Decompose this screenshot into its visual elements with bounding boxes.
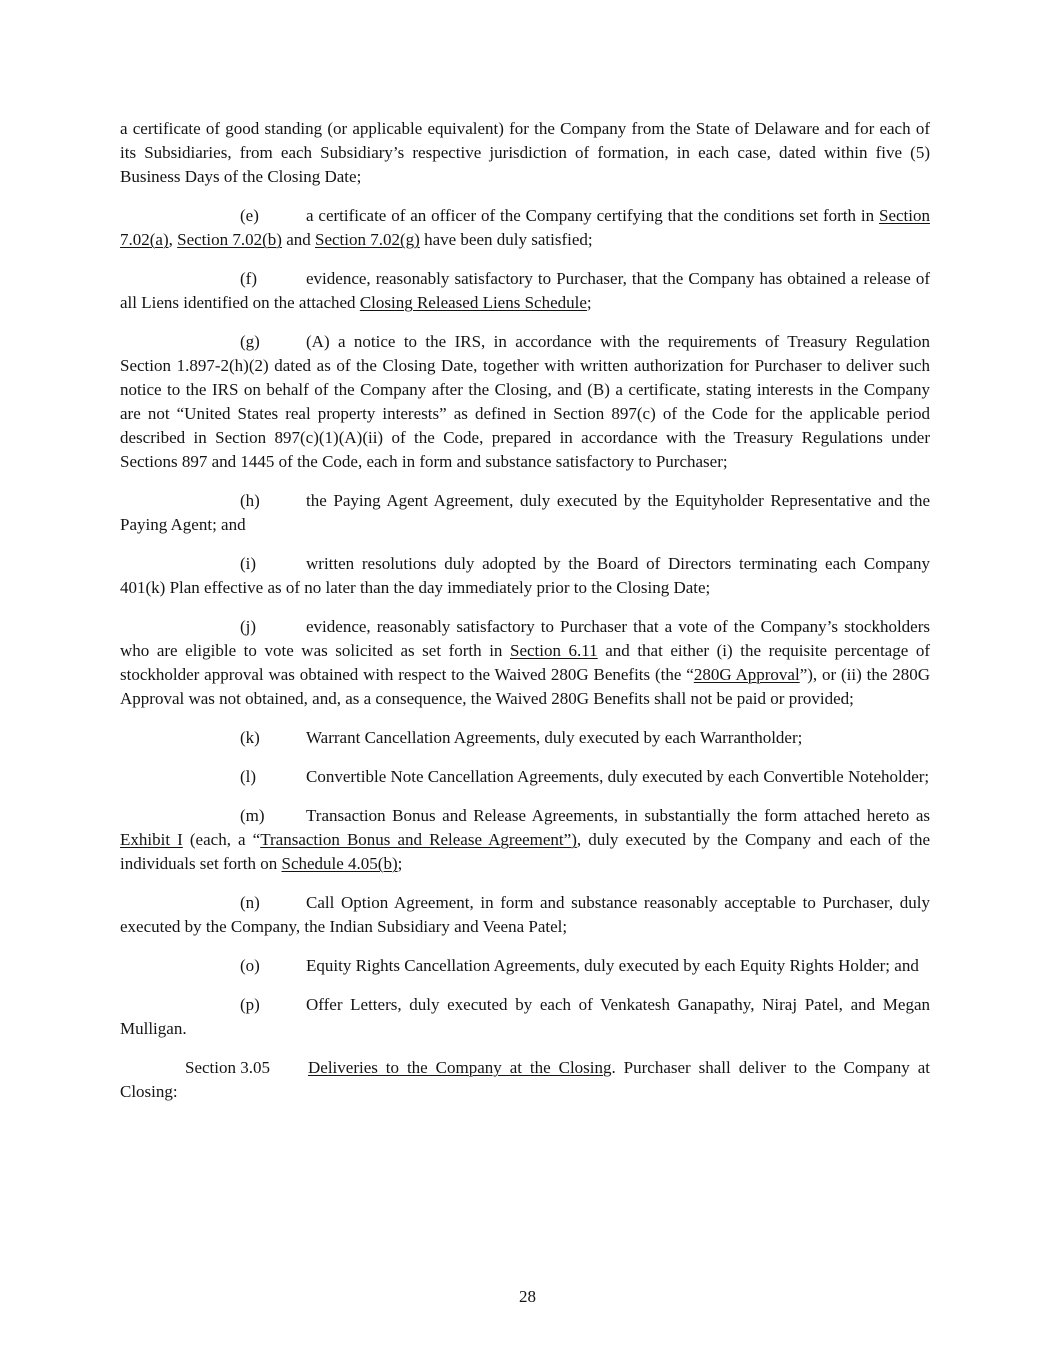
list-item-i (120, 552, 930, 600)
text-run: ”), or (ii) the 280G Approval was not obtained, and, as a consequence, the Waived 280G Benefits shall not be paid or provided; (120, 665, 930, 708)
underlined-term: Section 7.02(a) (120, 206, 930, 249)
underlined-term: Section 7.02(b) (177, 230, 282, 249)
text-run: evidence, reasonably satisfactory to Purchaser, that the Company has obtained a release of all Liens identified on the attached (120, 269, 930, 312)
list-item-o (120, 954, 930, 978)
paragraph-section-3-05 (120, 1056, 930, 1104)
text-run: and that either (i) the requisite percentage of stockholder approval was obtained with respect to the Waived 280G Benefits (the “ (120, 641, 930, 684)
list-item-n (120, 891, 930, 939)
list-marker: (i) (240, 554, 257, 573)
list-marker: (o) (240, 956, 260, 975)
list-marker: (g) (240, 332, 260, 351)
list-marker: (k) (240, 728, 260, 747)
page-number: 28 (519, 1287, 536, 1306)
list-item-l (120, 765, 930, 789)
list-marker: (e) (240, 206, 259, 225)
list-item-j (120, 615, 930, 711)
text-run: Call Option Agreement, in form and substance reasonably acceptable to Purchaser, duly executed by the Company, the Indian Subsidiary and Veena Patel; (120, 893, 930, 936)
text-run: the Paying Agent Agreement, duly executed by the Equityholder Representative and the Paying Agent; and (120, 491, 930, 534)
underlined-term: Transaction Bonus and Release Agreement”) (260, 830, 577, 849)
text-run: ; (586, 293, 592, 312)
text-run: evidence, reasonably satisfactory to Purchaser that a vote of the Company’s stockholders who are eligible to vote was solicited as set forth in (120, 617, 930, 660)
document-body (120, 117, 930, 1119)
text-run: Warrant Cancellation Agreements, duly executed by each Warrantholder; (306, 728, 803, 747)
underlined-term: 280G Approval (693, 665, 800, 684)
underlined-term: Section 6.11 (510, 641, 598, 660)
text-run: Offer Letters, duly executed by each of Venkatesh Ganapathy, Niraj Patel, and Megan Mulligan. (120, 995, 930, 1038)
text-run: , (168, 230, 178, 249)
text-run: Equity Rights Cancellation Agreements, duly executed by each Equity Rights Holder; and (306, 956, 919, 975)
text-run: (each, a “ (182, 830, 261, 849)
paragraph-good-standing-continuation (120, 117, 930, 189)
list-marker: (j) (240, 617, 257, 636)
underlined-term: Deliveries to the Company at the Closing (308, 1058, 612, 1077)
text-run: ; (397, 854, 403, 873)
list-marker: (h) (240, 491, 260, 510)
section-number: Section 3.05 (185, 1058, 270, 1077)
text-run: a certificate of an officer of the Company certifying that the conditions set forth in (306, 206, 879, 225)
list-item-e (120, 204, 930, 252)
text-run: a certificate of good standing (or applicable equivalent) for the Company from the State of Delaware and for each of its Subsidiaries, from each Subsidiary’s respective jurisdiction of formation, in each case, dated within five (5) Business Days of the Closing Date; (120, 119, 930, 186)
list-marker: (l) (240, 767, 257, 786)
underlined-term: Schedule 4.05(b) (281, 854, 398, 873)
underlined-term: Section 7.02(g) (315, 230, 420, 249)
list-marker: (m) (240, 806, 265, 825)
list-item-f (120, 267, 930, 315)
text-run: Convertible Note Cancellation Agreements, duly executed by each Convertible Noteholder; (306, 767, 930, 786)
text-run: (A) a notice to the IRS, in accordance with the requirements of Treasury Regulation Section 1.897-2(h)(2) dated as of the Closing Date, together with written authorization for Purchaser to deliver such notice to the IRS on behalf of the Company after the Closing, and (B) a certificate, stating interests in the Company are not “United States real property interests” as defined in Section 897(c) of the Code for the applicable period described in Section 897(c)(1)(A)(ii) of the Code, prepared in accordance with the Treasury Regulations under Sections 897 and 1445 of the Code, each in form and substance satisfactory to Purchaser; (120, 332, 930, 471)
list-item-g (120, 330, 930, 474)
underlined-term: Closing Released Liens Schedule (359, 293, 587, 312)
text-run: Transaction Bonus and Release Agreements, in substantially the form attached hereto as (306, 806, 930, 825)
list-marker: (f) (240, 269, 257, 288)
text-run: , duly executed by the Company and each of the individuals set forth on (120, 830, 931, 873)
underlined-term: Exhibit I (120, 830, 183, 849)
list-item-h (120, 489, 930, 537)
list-item-p (120, 993, 930, 1041)
list-item-k (120, 726, 930, 750)
text-run: written resolutions duly adopted by the Board of Directors terminating each Company 401(k) Plan effective as of no later than the day immediately prior to the Closing Date; (120, 554, 930, 597)
list-marker: (n) (240, 893, 260, 912)
text-run: have been duly satisfied; (419, 230, 593, 249)
list-marker: (p) (240, 995, 260, 1014)
text-run: and (281, 230, 315, 249)
text-run: . Purchaser shall deliver to the Company at Closing: (120, 1058, 930, 1101)
list-item-m (120, 804, 930, 876)
